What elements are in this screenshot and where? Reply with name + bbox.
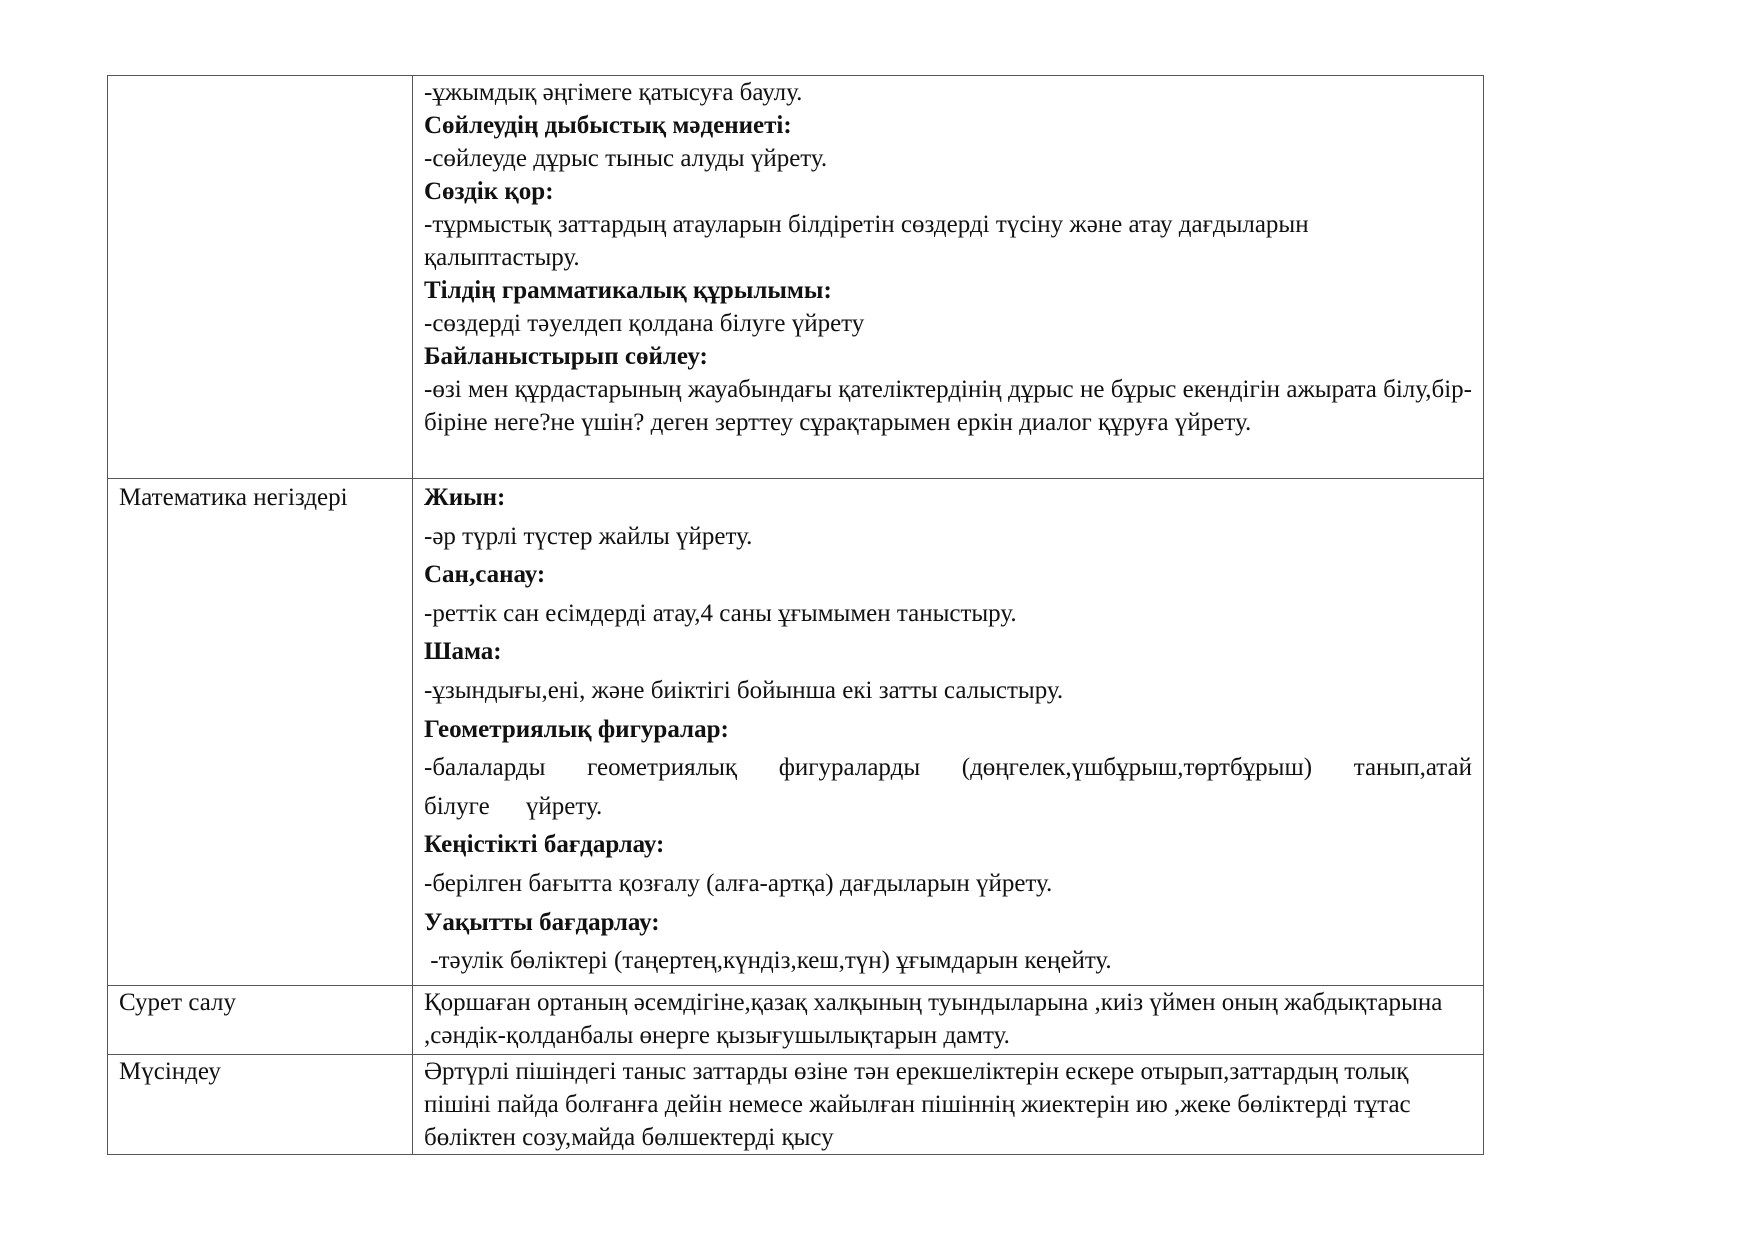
section-heading: Жиын: — [424, 484, 506, 511]
section-heading: Геометриялық фигуралар: — [424, 715, 729, 743]
content-line: -сөздерді тәуелдеп қолдана білуге үйрету — [424, 310, 865, 337]
section-heading: Тілдің грамматикалық құрылымы: — [424, 277, 832, 304]
content-cell — [413, 479, 1484, 986]
content-cell — [413, 1055, 1484, 1155]
subject-cell — [108, 76, 413, 479]
table-row — [108, 76, 1484, 479]
content-line: -реттік сан есімдерді атау,4 саны ұғымымен таныстыру. — [424, 599, 1017, 627]
content-line: -ұжымдық әңгімеге қатысуға баулу. — [424, 79, 803, 106]
section-heading: Шама: — [424, 638, 502, 666]
section-heading: Сан,санау: — [424, 561, 546, 589]
content-line: -сөйлеуде дұрыс тыныс алуды үйрету. — [424, 145, 828, 172]
curriculum-table — [107, 75, 1484, 1155]
content-text: Қоршаған ортаның әсемдігіне,қазақ халқының туындыларына ,киіз үймен оның жабдықтарына ,сәндік-қолданбалы өнерге қызығушылықтарын дамту. — [424, 989, 1443, 1049]
content-line: -тұрмыстық заттардың атауларын білдіретін сөздерді түсіну және атау дағдыларын қалыптастыру. — [424, 211, 1309, 271]
subject-cell — [108, 479, 413, 986]
section-heading: Уақытты бағдарлау: — [424, 908, 660, 936]
subject-label: Сурет салу — [119, 989, 237, 1016]
content-line: -балаларды геометриялық фигураларды (дөңгелек,үшбұрыш,төртбұрыш) танып,атай білуге үйрету. — [424, 754, 1472, 820]
table-row — [108, 479, 1484, 986]
content-line: -әр түрлі түстер жайлы үйрету. — [424, 522, 753, 550]
subject-label: Мүсіндеу — [119, 1058, 221, 1085]
section-heading: Байланыстырып сөйлеу: — [424, 343, 708, 370]
content-cell — [413, 76, 1484, 479]
section-heading: Сөйлеудің дыбыстық мәдениеті: — [424, 112, 792, 139]
table-row — [108, 1055, 1484, 1155]
content-line: -тәулік бөліктері (таңертең,күндіз,кеш,түн) ұғымдарын кеңейту. — [424, 947, 1112, 975]
subject-cell — [108, 986, 413, 1055]
content-line: -ұзындығы,ені, және биіктігі бойынша екі затты салыстыру. — [424, 676, 1064, 704]
table-row — [108, 986, 1484, 1055]
section-heading: Сөздік қор: — [424, 178, 554, 205]
section-heading: Кеңістікті бағдарлау: — [424, 831, 665, 859]
content-cell — [413, 986, 1484, 1055]
subject-label: Математика негіздері — [119, 484, 348, 511]
content-line: -өзі мен құрдастарының жауабындағы қателіктердінің дұрыс не бұрыс екендігін ажырата білу,бір-біріне неге?не үшін? деген зерттеу сұрақтарымен еркін диалог құруға үйрету. — [424, 376, 1472, 436]
content-line: -берілген бағытта қозғалу (алға-артқа) дағдыларын үйрету. — [424, 869, 1053, 897]
subject-cell — [108, 1055, 413, 1155]
content-text: Әртүрлі пішіндегі таныс заттарды өзіне тән ерекшеліктерін ескере отырып,заттардың толық пішіні пайда болғанға дейін немесе жайылған пішіннің жиектерін ию ,жеке бөліктерді тұтас бөліктен созу,майда бөлшектерді қысу — [424, 1058, 1411, 1151]
